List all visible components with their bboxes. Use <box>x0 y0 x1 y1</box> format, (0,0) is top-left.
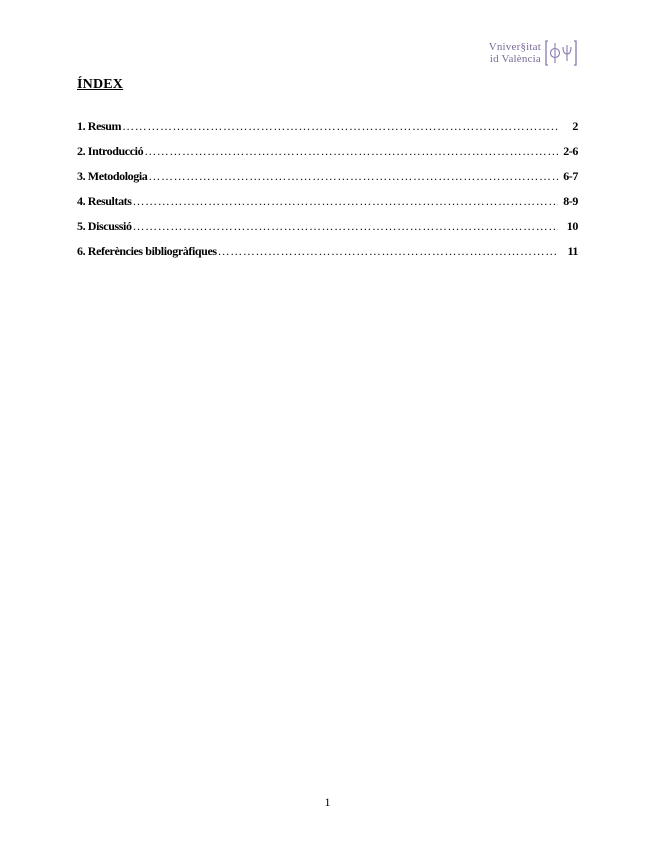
toc-entry <box>77 144 578 169</box>
toc-entry-label: 5. Discussió <box>77 219 132 233</box>
index-title: ÍNDEX <box>77 77 124 92</box>
toc-entry-label: 4. Resultats <box>77 194 132 208</box>
toc-entry-label: 6. Referències bibliogràfiques <box>77 244 217 258</box>
table-of-contents <box>77 119 578 269</box>
toc-leader-dots <box>218 244 558 259</box>
toc-entry <box>77 119 578 144</box>
toc-entry-label: 1. Resum <box>77 119 122 133</box>
university-logo <box>463 38 579 68</box>
toc-entry <box>77 244 578 269</box>
toc-entry-page: 11 <box>567 244 578 258</box>
toc-entry <box>77 169 578 194</box>
logo-line-2: id València <box>489 53 541 65</box>
toc-entry-page: 10 <box>566 219 578 233</box>
toc-leader-dots <box>133 219 558 234</box>
toc-leader-dots <box>148 169 558 184</box>
toc-leader-dots <box>122 119 558 134</box>
toc-entry-page: 2 <box>572 119 578 133</box>
toc-entry-label: 3. Metodologia <box>77 169 148 183</box>
logo-wordmark <box>463 41 541 65</box>
toc-leader-dots <box>144 144 558 159</box>
toc-entry-page: 8-9 <box>563 194 578 208</box>
toc-entry <box>77 219 578 244</box>
page-number: 1 <box>324 795 331 809</box>
logo-line-1: Vniver§itat <box>488 41 541 53</box>
toc-entry-page: 6-7 <box>563 169 578 183</box>
toc-entry-page: 2-6 <box>563 144 578 158</box>
toc-entry <box>77 194 578 219</box>
toc-leader-dots <box>133 194 558 209</box>
toc-entry-label: 2. Introducció <box>77 144 144 158</box>
university-seal-icon <box>544 39 578 67</box>
